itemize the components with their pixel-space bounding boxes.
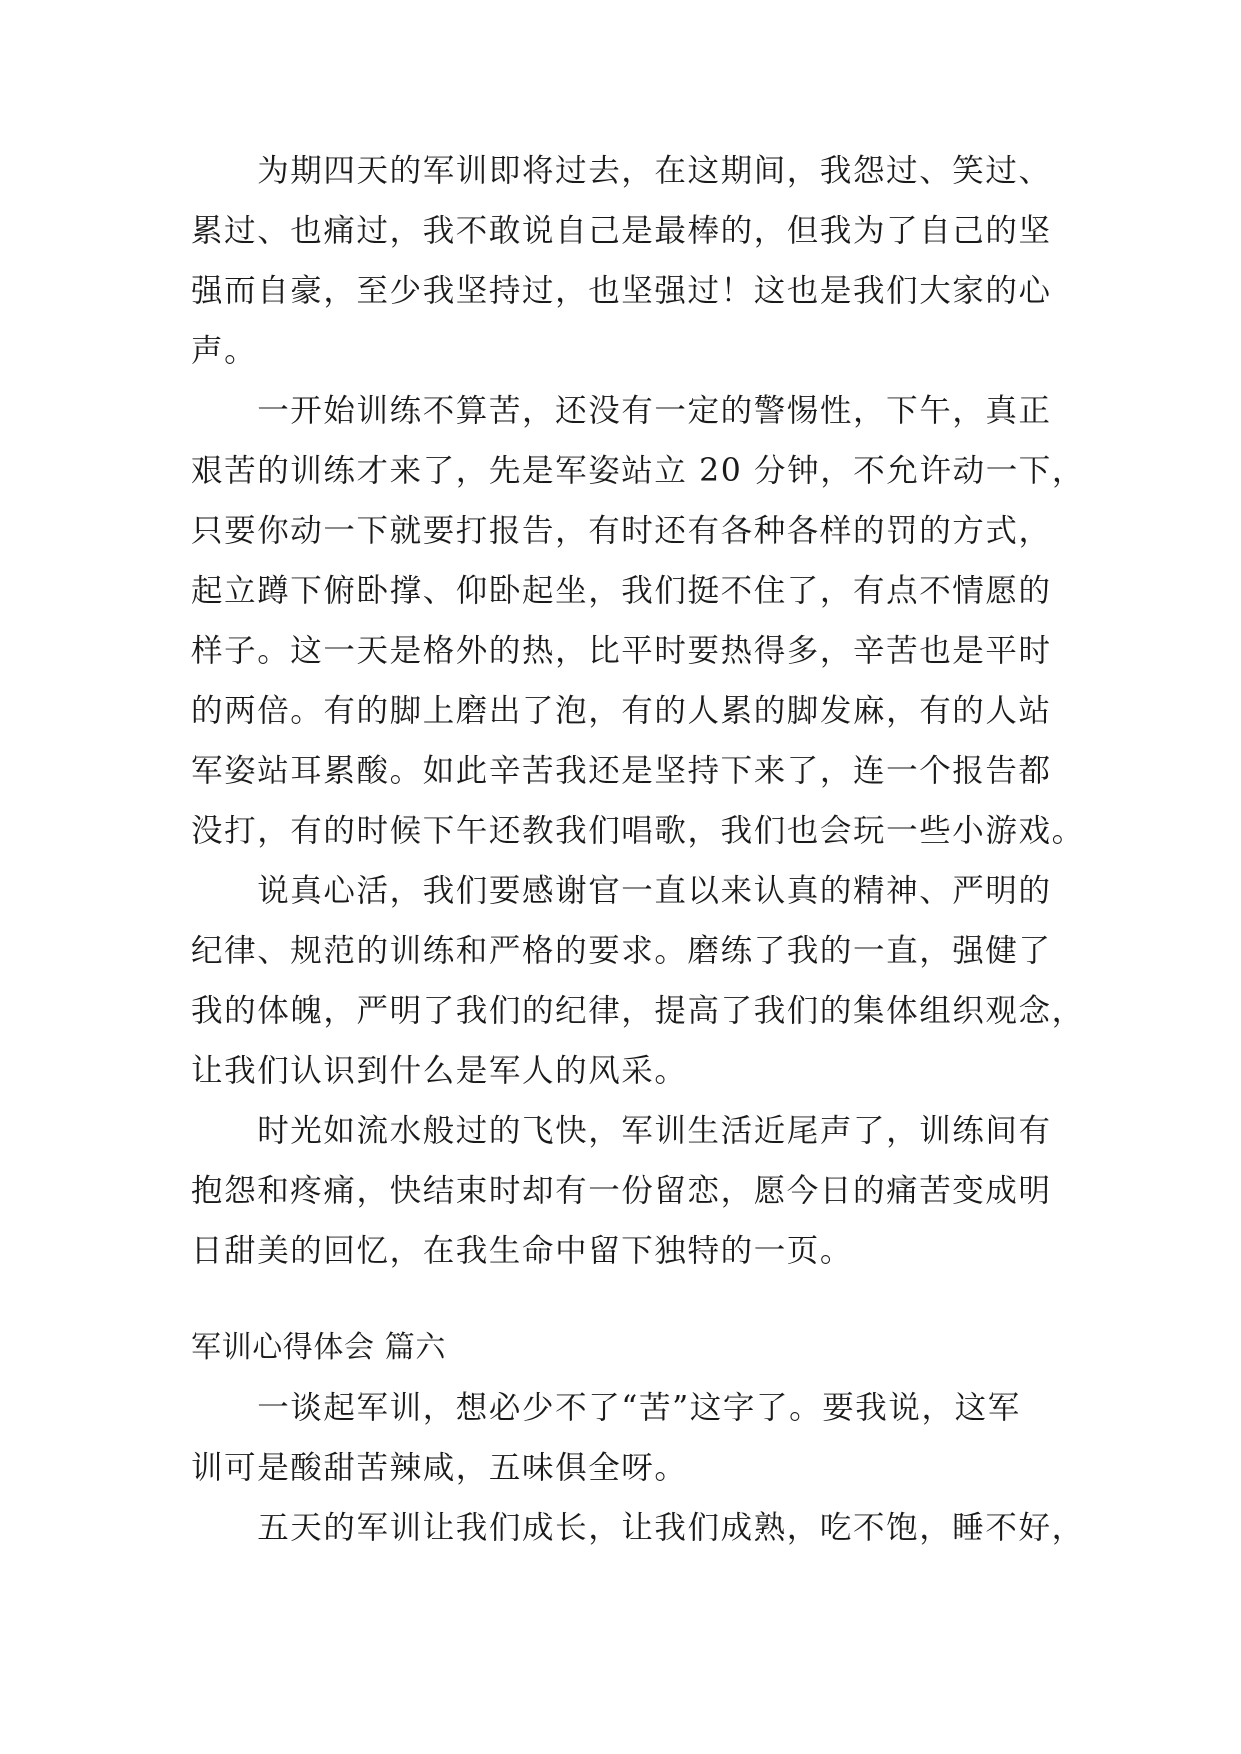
paragraph-line: 只要你动一下就要打报告，有时还有各种各样的罚的方式，	[191, 513, 1052, 549]
paragraph-line: 的两倍。有的脚上磨出了泡，有的人累的脚发麻，有的人站	[191, 693, 1052, 729]
paragraph-line: 强而自豪，至少我坚持过，也坚强过！这也是我们大家的心	[191, 273, 1052, 309]
paragraph-line: 纪律、规范的训练和严格的要求。磨练了我的一直，强健了	[191, 933, 1052, 969]
paragraph-line: 一开始训练不算苦，还没有一定的警惕性，下午，真正	[191, 393, 1052, 429]
section-title: 军训心得体会 篇六	[191, 1330, 446, 1365]
paragraph-line: 没打，有的时候下午还教我们唱歌，我们也会玩一些小游戏。	[191, 813, 1085, 849]
paragraph-line: 起立蹲下俯卧撑、仰卧起坐，我们挺不住了，有点不情愿的	[191, 573, 1052, 609]
paragraph-line: 五天的军训让我们成长，让我们成熟，吃不饱，睡不好，	[191, 1510, 1085, 1546]
paragraph-line: 声。	[191, 333, 258, 369]
paragraph-line: 艰苦的训练才来了，先是军姿站立 20 分钟，不允许动一下，	[191, 453, 1086, 489]
paragraph-line: 样子。这一天是格外的热，比平时要热得多，辛苦也是平时	[191, 633, 1052, 669]
paragraph-line: 说真心活，我们要感谢官一直以来认真的精神、严明的	[191, 873, 1052, 909]
paragraph-line: 一谈起军训，想必少不了“苦”这字了。要我说，这军	[191, 1390, 1021, 1426]
paragraph-line: 训可是酸甜苦辣咸，五味俱全呀。	[191, 1450, 688, 1486]
paragraph-line: 我的体魄，严明了我们的纪律，提高了我们的集体组织观念，	[191, 993, 1085, 1029]
paragraph-line: 军姿站耳累酸。如此辛苦我还是坚持下来了，连一个报告都	[191, 753, 1052, 789]
paragraph-line: 日甜美的回忆，在我生命中留下独特的一页。	[191, 1233, 854, 1269]
paragraph-line: 时光如流水般过的飞快，军训生活近尾声了，训练间有	[191, 1113, 1052, 1149]
paragraph-line: 让我们认识到什么是军人的风采。	[191, 1053, 688, 1089]
paragraph-line: 累过、也痛过，我不敢说自己是最棒的，但我为了自己的坚	[191, 213, 1052, 249]
paragraph-line: 抱怨和疼痛，快结束时却有一份留恋，愿今日的痛苦变成明	[191, 1173, 1052, 1209]
paragraph-line: 为期四天的军训即将过去，在这期间，我怨过、笑过、	[191, 153, 1052, 189]
